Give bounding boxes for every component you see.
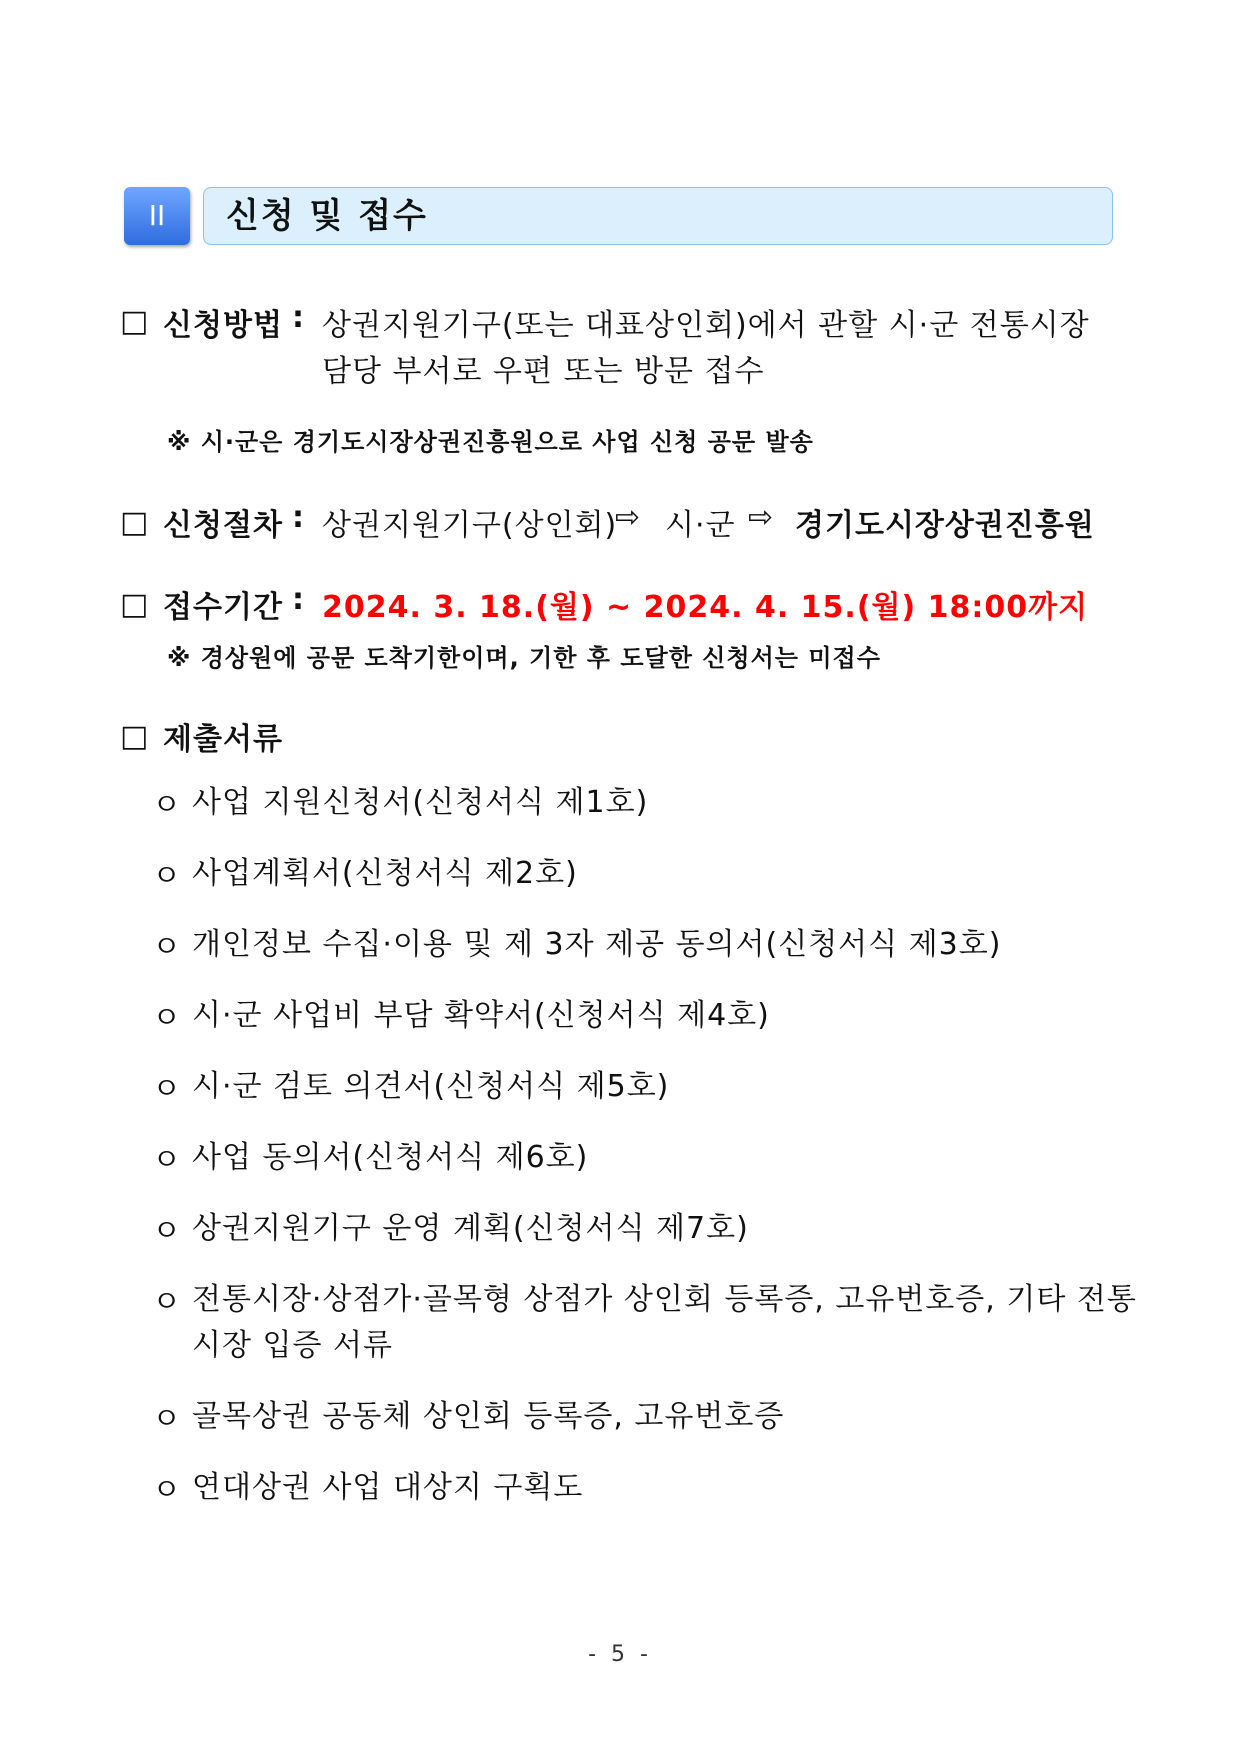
checkbox-square-icon: □ (120, 304, 149, 339)
list-item: 사업 동의서(신청서식 제6호) (192, 1140, 589, 1175)
checkbox-square-icon: □ (120, 719, 149, 754)
right-arrow-icon: ⇨ (748, 500, 775, 535)
list-bullet-icon: ㅇ (152, 1473, 181, 1508)
procedure-step-2: 시·군 (665, 508, 736, 543)
documents-label: 제출서류 (163, 722, 283, 757)
checkbox-square-icon: □ (120, 505, 149, 540)
list-item-continuation: 시장 입증 서류 (192, 1328, 393, 1363)
right-arrow-icon: ⇨ (615, 500, 642, 535)
section-number-badge: II (124, 187, 190, 245)
period-note: ※ 경상원에 공문 도착기한이며, 기한 후 도달한 신청서는 미접수 (167, 644, 881, 672)
method-note: ※ 시·군은 경기도시장상권진흥원으로 사업 신청 공문 발송 (167, 428, 814, 456)
page-number: - 5 - (588, 1642, 652, 1667)
checkbox-square-icon: □ (120, 587, 149, 622)
list-item: 전통시장·상점가·골목형 상점가 상인회 등록증, 고유번호증, 기타 전통 (192, 1282, 1137, 1317)
section-title: 신청 및 접수 (203, 187, 1113, 245)
list-bullet-icon: ㅇ (152, 930, 181, 965)
application-period: 2024. 3. 18.(월) ~ 2024. 4. 15.(월) 18:00까지 (322, 590, 1089, 625)
list-bullet-icon: ㅇ (152, 1402, 181, 1437)
period-colon: : (292, 582, 304, 617)
list-item: 사업 지원신청서(신청서식 제1호) (192, 785, 649, 820)
list-bullet-icon: ㅇ (152, 1001, 181, 1036)
method-text-line2: 담당 부서로 우편 또는 방문 접수 (322, 354, 765, 389)
procedure-colon: : (292, 500, 304, 535)
list-item: 골목상권 공동체 상인회 등록증, 고유번호증 (192, 1399, 785, 1434)
list-item: 시·군 사업비 부담 확약서(신청서식 제4호) (192, 998, 770, 1033)
period-label: 접수기간 (163, 590, 283, 625)
procedure-step-3: 경기도시장상권진흥원 (795, 508, 1095, 543)
list-bullet-icon: ㅇ (152, 859, 181, 894)
procedure-step-1: 상권지원기구(상인회) (322, 508, 618, 543)
list-item: 사업계획서(신청서식 제2호) (192, 856, 578, 891)
method-colon: : (292, 300, 304, 335)
list-bullet-icon: ㅇ (152, 1214, 181, 1249)
list-item: 시·군 검토 의견서(신청서식 제5호) (192, 1069, 670, 1104)
procedure-label: 신청절차 (163, 508, 283, 543)
list-bullet-icon: ㅇ (152, 1285, 181, 1320)
list-bullet-icon: ㅇ (152, 788, 181, 823)
method-text-line1: 상권지원기구(또는 대표상인회)에서 관할 시·군 전통시장 (322, 308, 1090, 343)
list-item: 개인정보 수집·이용 및 제 3자 제공 동의서(신청서식 제3호) (192, 927, 1002, 962)
list-item: 연대상권 사업 대상지 구획도 (192, 1470, 584, 1505)
list-bullet-icon: ㅇ (152, 1072, 181, 1107)
method-label: 신청방법 (163, 308, 283, 343)
list-item: 상권지원기구 운영 계획(신청서식 제7호) (192, 1211, 749, 1246)
list-bullet-icon: ㅇ (152, 1143, 181, 1178)
